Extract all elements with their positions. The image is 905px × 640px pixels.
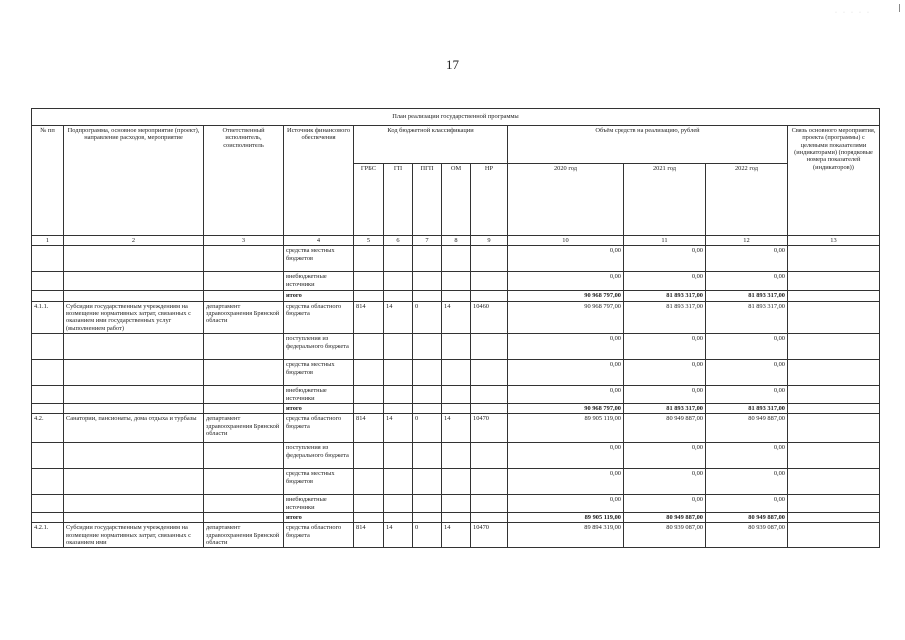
column-number-cell: 5 — [354, 236, 384, 246]
table-caption: План реализации государственной программы — [32, 109, 880, 126]
row-2020: 90 968 797,00 — [508, 301, 624, 333]
row-2021: 0,00 — [624, 443, 706, 469]
header-executor: Ответственный исполнитель, соисполнитель — [204, 126, 284, 236]
row-2021: 81 893 317,00 — [624, 291, 706, 301]
row-pgp — [413, 403, 442, 413]
row-grbs — [354, 246, 384, 272]
row-executor — [204, 469, 284, 495]
row-link — [788, 301, 880, 333]
caption-row — [32, 109, 880, 126]
row-executor: департамент здравоохранения Брянской области — [204, 414, 284, 443]
row-om — [442, 443, 471, 469]
row-link — [788, 469, 880, 495]
row-source: средства местных бюджетов — [284, 246, 354, 272]
program-plan-table — [31, 108, 880, 548]
row-2020: 89 894 319,00 — [508, 523, 624, 548]
row-num — [32, 403, 64, 413]
row-pgp — [413, 443, 442, 469]
row-nr: 10470 — [471, 414, 508, 443]
column-number-cell: 8 — [442, 236, 471, 246]
row-gp — [384, 443, 413, 469]
table-row — [32, 246, 880, 272]
row-source: поступления из федерального бюджета — [284, 443, 354, 469]
row-pgp — [413, 334, 442, 360]
row-gp — [384, 291, 413, 301]
row-link — [788, 386, 880, 404]
row-executor — [204, 386, 284, 404]
row-2020: 0,00 — [508, 272, 624, 291]
row-program — [64, 495, 204, 513]
row-nr — [471, 291, 508, 301]
column-number-cell: 4 — [284, 236, 354, 246]
row-program — [64, 443, 204, 469]
header-num: № пп — [32, 126, 64, 236]
row-2020: 0,00 — [508, 334, 624, 360]
row-gp — [384, 512, 413, 522]
column-number-cell: 13 — [788, 236, 880, 246]
row-pgp — [413, 512, 442, 522]
row-program — [64, 360, 204, 386]
table-row — [32, 523, 880, 548]
row-link — [788, 360, 880, 386]
row-2020: 0,00 — [508, 495, 624, 513]
row-2021: 0,00 — [624, 386, 706, 404]
table-row — [32, 334, 880, 360]
row-2022: 81 893 317,00 — [706, 301, 788, 333]
row-link — [788, 272, 880, 291]
row-2022: 81 893 317,00 — [706, 403, 788, 413]
row-nr: 10460 — [471, 301, 508, 333]
column-number-cell: 2 — [64, 236, 204, 246]
row-2022: 0,00 — [706, 272, 788, 291]
row-grbs — [354, 291, 384, 301]
row-program — [64, 272, 204, 291]
row-source: внебюджетные источники — [284, 495, 354, 513]
row-nr — [471, 334, 508, 360]
header-source: Источник финансового обеспечения — [284, 126, 354, 236]
column-number-cell: 3 — [204, 236, 284, 246]
column-number-cell: 12 — [706, 236, 788, 246]
header-row-1 — [32, 126, 880, 164]
row-num — [32, 469, 64, 495]
table-row — [32, 414, 880, 443]
row-pgp — [413, 360, 442, 386]
row-num: 4.2.1. — [32, 523, 64, 548]
row-pgp: 0 — [413, 523, 442, 548]
row-executor — [204, 495, 284, 513]
column-number-cell: 7 — [413, 236, 442, 246]
row-2021: 80 949 887,00 — [624, 512, 706, 522]
row-nr — [471, 386, 508, 404]
row-pgp: 0 — [413, 414, 442, 443]
row-nr: 10470 — [471, 523, 508, 548]
row-num: 4.2. — [32, 414, 64, 443]
column-number-cell: 9 — [471, 236, 508, 246]
row-link — [788, 246, 880, 272]
table-row — [32, 469, 880, 495]
column-number-cell: 11 — [624, 236, 706, 246]
row-grbs — [354, 403, 384, 413]
row-executor — [204, 403, 284, 413]
row-source: средства областного бюджета — [284, 523, 354, 548]
row-num — [32, 495, 64, 513]
column-number-cell: 1 — [32, 236, 64, 246]
row-program — [64, 386, 204, 404]
row-executor — [204, 360, 284, 386]
table-row — [32, 512, 880, 522]
row-pgp — [413, 272, 442, 291]
row-nr — [471, 246, 508, 272]
row-gp — [384, 334, 413, 360]
header-budget-code: Код бюджетной классификации — [354, 126, 508, 164]
row-gp — [384, 272, 413, 291]
row-nr — [471, 272, 508, 291]
row-2022: 0,00 — [706, 443, 788, 469]
header-link: Связь основного мероприятия, проекта (программы) с целевыми показателями (индикаторами) (порядковые номера показателей (индикаторов)) — [788, 126, 880, 236]
header-funding: Объём средств на реализацию, рублей — [508, 126, 788, 164]
row-link — [788, 334, 880, 360]
table-row — [32, 301, 880, 333]
header-pgp: ПГП — [413, 164, 442, 236]
row-2022: 81 893 317,00 — [706, 291, 788, 301]
row-program: Субсидии государственным учреждениям на возмещение нормативных затрат, связанных с оказанием ими государственных услуг (выполнением работ) — [64, 301, 204, 333]
header-program: Подпрограмма, основное мероприятие (проект), направление расходов, мероприятие — [64, 126, 204, 236]
row-2022: 80 949 887,00 — [706, 414, 788, 443]
column-number-row — [32, 236, 880, 246]
row-gp — [384, 495, 413, 513]
row-om — [442, 334, 471, 360]
row-2021: 0,00 — [624, 360, 706, 386]
row-program — [64, 291, 204, 301]
header-2021: 2021 год — [624, 164, 706, 236]
row-om — [442, 360, 471, 386]
row-2021: 0,00 — [624, 334, 706, 360]
row-2021: 80 939 087,00 — [624, 523, 706, 548]
row-num — [32, 386, 64, 404]
row-grbs: 814 — [354, 301, 384, 333]
row-link — [788, 414, 880, 443]
row-program — [64, 334, 204, 360]
row-gp — [384, 403, 413, 413]
row-executor: департамент здравоохранения Брянской области — [204, 523, 284, 548]
scan-edge-mark — [899, 4, 900, 12]
row-source: внебюджетные источники — [284, 386, 354, 404]
header-gp: ГП — [384, 164, 413, 236]
row-executor: департамент здравоохранения Брянской области — [204, 301, 284, 333]
row-executor — [204, 443, 284, 469]
row-om — [442, 512, 471, 522]
row-source: итого — [284, 291, 354, 301]
row-2021: 0,00 — [624, 469, 706, 495]
row-program — [64, 469, 204, 495]
row-nr — [471, 512, 508, 522]
row-gp — [384, 360, 413, 386]
header-om: ОМ — [442, 164, 471, 236]
row-link — [788, 495, 880, 513]
row-source: средства областного бюджета — [284, 414, 354, 443]
row-source: средства местных бюджетов — [284, 469, 354, 495]
row-om — [442, 272, 471, 291]
row-gp — [384, 246, 413, 272]
row-2021: 80 949 887,00 — [624, 414, 706, 443]
row-num: 4.1.1. — [32, 301, 64, 333]
row-grbs — [354, 512, 384, 522]
program-plan-table-wrap — [31, 108, 880, 548]
header-2022: 2022 год — [706, 164, 788, 236]
row-grbs — [354, 386, 384, 404]
header-grbs: ГРБС — [354, 164, 384, 236]
row-num — [32, 360, 64, 386]
row-2020: 89 905 119,00 — [508, 414, 624, 443]
row-pgp — [413, 469, 442, 495]
row-num — [32, 291, 64, 301]
row-link — [788, 403, 880, 413]
header-nr: НР — [471, 164, 508, 236]
row-source: итого — [284, 403, 354, 413]
row-2020: 0,00 — [508, 360, 624, 386]
row-link — [788, 291, 880, 301]
row-num — [32, 334, 64, 360]
row-om — [442, 469, 471, 495]
row-2021: 81 893 317,00 — [624, 403, 706, 413]
row-nr — [471, 360, 508, 386]
row-2021: 81 893 317,00 — [624, 301, 706, 333]
row-source: итого — [284, 512, 354, 522]
row-pgp — [413, 291, 442, 301]
row-gp: 14 — [384, 301, 413, 333]
row-om: 14 — [442, 414, 471, 443]
page-number: 17 — [446, 57, 459, 72]
row-source: поступления из федерального бюджета — [284, 334, 354, 360]
row-link — [788, 443, 880, 469]
row-om: 14 — [442, 301, 471, 333]
row-2020: 0,00 — [508, 469, 624, 495]
row-om: 14 — [442, 523, 471, 548]
row-grbs — [354, 360, 384, 386]
row-executor — [204, 334, 284, 360]
row-executor — [204, 272, 284, 291]
scan-noise: ····· — [835, 10, 875, 16]
row-gp: 14 — [384, 523, 413, 548]
row-gp: 14 — [384, 414, 413, 443]
column-number-cell: 6 — [384, 236, 413, 246]
row-om — [442, 386, 471, 404]
column-number-cell: 10 — [508, 236, 624, 246]
row-2022: 80 949 887,00 — [706, 512, 788, 522]
row-nr — [471, 495, 508, 513]
row-2022: 80 939 087,00 — [706, 523, 788, 548]
row-grbs — [354, 443, 384, 469]
row-om — [442, 291, 471, 301]
row-source: средства областного бюджета — [284, 301, 354, 333]
row-pgp — [413, 495, 442, 513]
row-2020: 0,00 — [508, 386, 624, 404]
row-grbs — [354, 334, 384, 360]
row-num — [32, 272, 64, 291]
row-2020: 0,00 — [508, 246, 624, 272]
row-nr — [471, 403, 508, 413]
row-num — [32, 443, 64, 469]
row-program — [64, 512, 204, 522]
row-2020: 90 968 797,00 — [508, 403, 624, 413]
row-grbs — [354, 272, 384, 291]
row-program: Санатории, пансионаты, дома отдыха и турбазы — [64, 414, 204, 443]
row-executor — [204, 246, 284, 272]
row-2022: 0,00 — [706, 246, 788, 272]
row-2022: 0,00 — [706, 469, 788, 495]
row-2020: 90 968 797,00 — [508, 291, 624, 301]
table-row — [32, 386, 880, 404]
table-row — [32, 291, 880, 301]
table-row — [32, 272, 880, 291]
row-source: средства местных бюджетов — [284, 360, 354, 386]
row-2022: 0,00 — [706, 360, 788, 386]
row-pgp — [413, 386, 442, 404]
row-grbs: 814 — [354, 523, 384, 548]
row-program — [64, 246, 204, 272]
table-row — [32, 495, 880, 513]
row-num — [32, 512, 64, 522]
row-executor — [204, 291, 284, 301]
row-gp — [384, 386, 413, 404]
row-om — [442, 403, 471, 413]
row-program: Субсидии государственным учреждениям на возмещение нормативных затрат, связанных с оказанием ими — [64, 523, 204, 548]
row-2020: 0,00 — [508, 443, 624, 469]
table-row — [32, 443, 880, 469]
row-grbs — [354, 469, 384, 495]
row-2022: 0,00 — [706, 386, 788, 404]
header-2020: 2020 год — [508, 164, 624, 236]
row-2020: 89 905 119,00 — [508, 512, 624, 522]
row-executor — [204, 512, 284, 522]
table-row — [32, 403, 880, 413]
row-pgp — [413, 246, 442, 272]
row-num — [32, 246, 64, 272]
row-pgp: 0 — [413, 301, 442, 333]
row-nr — [471, 443, 508, 469]
row-2021: 0,00 — [624, 495, 706, 513]
row-source: внебюджетные источники — [284, 272, 354, 291]
row-om — [442, 246, 471, 272]
row-gp — [384, 469, 413, 495]
row-grbs — [354, 495, 384, 513]
row-link — [788, 523, 880, 548]
row-grbs: 814 — [354, 414, 384, 443]
row-2022: 0,00 — [706, 495, 788, 513]
row-2021: 0,00 — [624, 246, 706, 272]
row-nr — [471, 469, 508, 495]
row-2021: 0,00 — [624, 272, 706, 291]
row-program — [64, 403, 204, 413]
table-row — [32, 360, 880, 386]
row-2022: 0,00 — [706, 334, 788, 360]
row-link — [788, 512, 880, 522]
row-om — [442, 495, 471, 513]
